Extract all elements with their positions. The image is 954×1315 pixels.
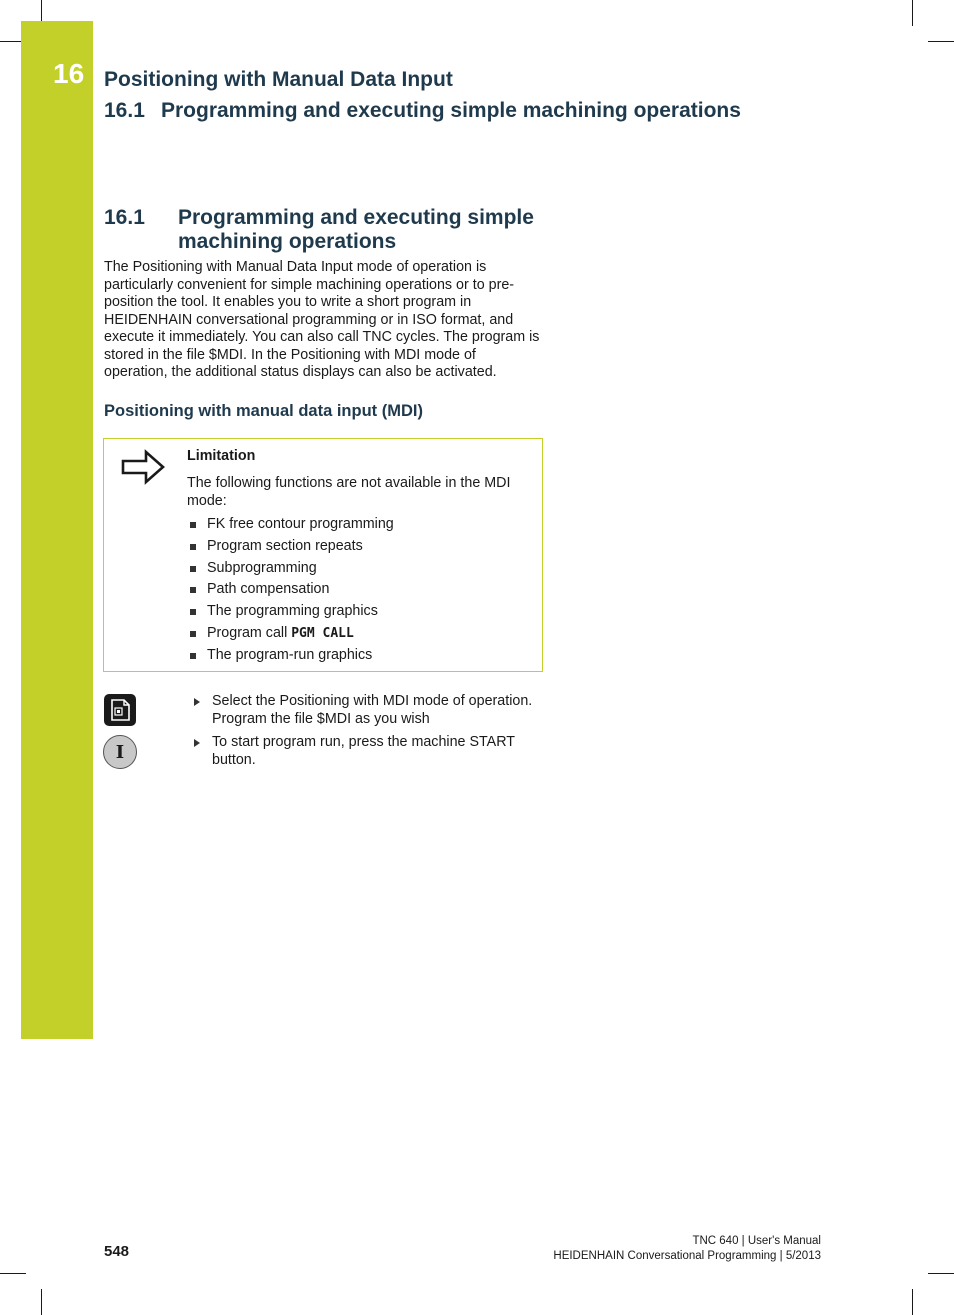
subsection-heading: Positioning with manual data input (MDI) [104, 402, 423, 420]
crop-mark [0, 1273, 26, 1274]
pgm-call-keyword: PGM CALL [291, 625, 354, 641]
steps-list [192, 693, 542, 775]
note-text: The following functions are not available in the MDI mode: [187, 475, 511, 509]
intro-paragraph: The Positioning with Manual Data Input mode of operation is particularly convenient for simple machining operations or to pre-position the tool. It enables you to write a short program in HEIDENHAIN conversational programming or in ISO format, and execute it immediately. You can also call TNC cycles. The program is stored in the file $MDI. In the Positioning with MDI mode of operation, the additional status displays can also be activated. [104, 259, 540, 380]
crop-mark [41, 1289, 42, 1315]
page-number: 548 [104, 1243, 130, 1260]
chapter-title: Positioning with Manual Data Input [104, 68, 453, 91]
limitation-note [103, 438, 543, 672]
list-item: Path compensation [187, 579, 532, 601]
chapter-number: 16 [53, 58, 85, 89]
arrow-right-outline-icon [120, 447, 166, 487]
section-number: 16.1 [104, 206, 145, 229]
running-section [104, 97, 741, 128]
step-text: Select the Positioning with MDI mode of operation. Program the file $MDI as you wish [212, 693, 533, 727]
crop-mark [912, 0, 913, 26]
step-item [192, 734, 542, 769]
section-heading [104, 206, 544, 254]
footer-line-1: TNC 640 | User's Manual [692, 1235, 821, 1247]
unavailable-functions-list [187, 514, 532, 667]
mdi-mode-key-icon [103, 693, 137, 727]
footer-info [553, 1234, 821, 1263]
crop-mark [928, 1273, 954, 1274]
machine-start-key-icon [103, 735, 137, 769]
note-title: Limitation [187, 448, 256, 464]
list-item: The programming graphics [187, 601, 532, 623]
list-item [187, 623, 532, 645]
running-section-number: 16.1 [104, 99, 145, 122]
footer-line-2: HEIDENHAIN Conversational Programming | 5/2013 [553, 1249, 821, 1262]
list-item-text: Program call [207, 624, 292, 641]
running-head [104, 66, 741, 128]
note-content [187, 447, 532, 667]
list-item: The program-run graphics [187, 645, 532, 667]
crop-mark [912, 1289, 913, 1315]
crop-mark [928, 41, 954, 42]
running-section-title: Programming and executing simple machining operations [161, 99, 741, 122]
section-title: Programming and executing simple machining operations [178, 206, 534, 253]
list-item: FK free contour programming [187, 514, 532, 536]
chapter-tab [21, 21, 93, 1039]
step-text: To start program run, press the machine START button. [212, 734, 515, 768]
triangle-bullet-icon [194, 698, 200, 706]
list-item: Program section repeats [187, 536, 532, 558]
start-key-label: I [115, 741, 125, 763]
step-item [192, 693, 542, 728]
triangle-bullet-icon [194, 739, 200, 747]
list-item: Subprogramming [187, 558, 532, 580]
